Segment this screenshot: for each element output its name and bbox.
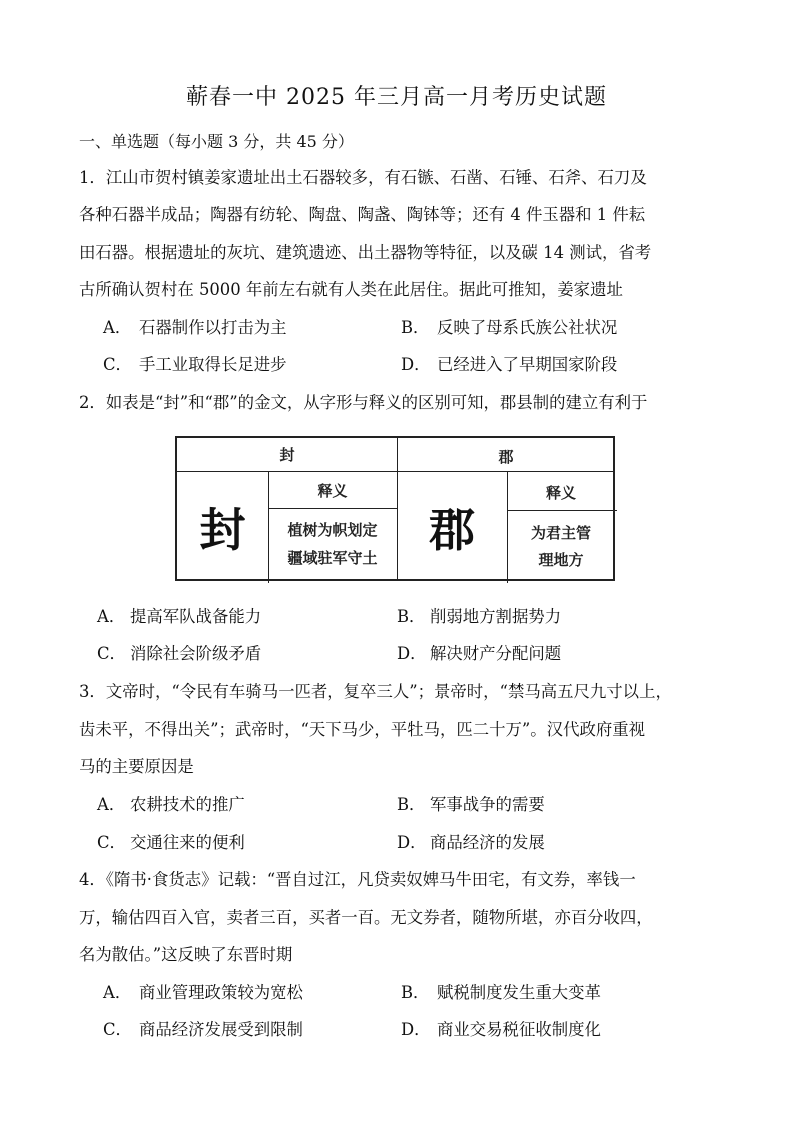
q4-option-d[interactable] bbox=[401, 1019, 601, 1041]
table-header-feng: 封 bbox=[279, 446, 295, 464]
option-letter: B． bbox=[401, 318, 430, 337]
q3-line-3: 马的主要原因是 bbox=[79, 757, 194, 776]
option-letter: A． bbox=[97, 795, 126, 814]
option-letter: B． bbox=[397, 795, 426, 814]
option-text: 商品经济的发展 bbox=[430, 833, 545, 852]
q3-option-c[interactable] bbox=[97, 832, 245, 854]
option-text: 石器制作以打击为主 bbox=[139, 318, 287, 337]
option-text: 军事战争的需要 bbox=[430, 795, 545, 814]
table-header-jun: 郡 bbox=[498, 448, 514, 466]
q1-line-1: 1．江山市贺村镇姜家遗址出土石器较多，有石镞、石凿、石锤、石斧、石刀及 bbox=[79, 168, 647, 187]
option-letter: D． bbox=[397, 833, 427, 852]
q1-line-2: 各种石器半成品；陶器有纺轮、陶盘、陶盏、陶钵等；还有 4 件玉器和 1 件耘 bbox=[79, 205, 646, 224]
option-letter: A． bbox=[97, 607, 126, 626]
q2-line-1: 2．如表是“封”和“郡”的金文，从字形与释义的区别可知，郡县制的建立有利于 bbox=[79, 393, 648, 412]
q3-option-b[interactable] bbox=[397, 794, 545, 816]
page-title: 蕲春一中 2025 年三月高一月考历史试题 bbox=[186, 85, 607, 110]
option-text: 削弱地方割据势力 bbox=[430, 607, 562, 626]
q4-line-1: 4．《隋书·食货志》记载：“晋自过江，凡贷卖奴婢马牛田宅，有文券，率钱一 bbox=[79, 870, 636, 889]
q4-option-b[interactable] bbox=[401, 982, 601, 1004]
q4-line-2: 万，输估四百入官，卖者三百，买者一百。无文券者，随物所堪，亦百分收四， bbox=[79, 908, 653, 927]
q3-line-2: 齿未平，不得出关”；武帝时，“天下马少，平牡马，匹二十万”。汉代政府重视 bbox=[79, 720, 646, 739]
option-letter: C． bbox=[103, 1020, 132, 1039]
option-letter: C． bbox=[103, 355, 132, 374]
q3-option-a[interactable] bbox=[97, 794, 245, 816]
q4-line-3: 名为散估。”这反映了东晋时期 bbox=[79, 945, 293, 964]
option-text: 农耕技术的推广 bbox=[130, 795, 245, 814]
q4-option-a[interactable] bbox=[103, 982, 303, 1004]
option-letter: C． bbox=[97, 833, 126, 852]
q1-option-a[interactable] bbox=[103, 317, 287, 339]
bronze-glyph-jun: 郡 bbox=[429, 503, 475, 557]
option-text: 赋税制度发生重大变革 bbox=[437, 983, 601, 1002]
option-letter: A． bbox=[103, 318, 132, 337]
option-text: 提高军队战备能力 bbox=[130, 607, 262, 626]
bronze-glyph-feng: 封 bbox=[199, 503, 246, 557]
option-letter: D． bbox=[401, 355, 431, 374]
option-text: 手工业取得长足进步 bbox=[139, 355, 287, 374]
q1-option-d[interactable] bbox=[401, 354, 617, 376]
option-letter: C． bbox=[97, 644, 126, 663]
meaning-feng-line-2: 疆域驻军守土 bbox=[287, 549, 378, 567]
q1-line-4: 古所确认贺村在 5000 年前左右就有人类在此居住。据此可推知，姜家遗址 bbox=[79, 280, 623, 299]
option-letter: D． bbox=[401, 1020, 431, 1039]
q2-option-b[interactable] bbox=[397, 606, 561, 628]
q2-option-c[interactable] bbox=[97, 643, 261, 665]
q1-option-b[interactable] bbox=[401, 317, 617, 339]
q3-line-1: 3．文帝时，“令民有车骑马一匹者，复卒三人”；景帝时，“禁马高五尺九寸以上， bbox=[79, 682, 672, 701]
q3-option-d[interactable] bbox=[397, 832, 545, 854]
q2-option-d[interactable] bbox=[397, 643, 561, 665]
option-letter: B． bbox=[401, 983, 430, 1002]
option-letter: D． bbox=[397, 644, 427, 663]
q2-option-a[interactable] bbox=[97, 606, 261, 628]
table-subheader-meaning-left: 释义 bbox=[317, 482, 348, 500]
q4-option-c[interactable] bbox=[103, 1019, 303, 1041]
option-text: 商品经济发展受到限制 bbox=[139, 1020, 303, 1039]
option-text: 已经进入了早期国家阶段 bbox=[437, 355, 618, 374]
table-subheader-meaning-right: 释义 bbox=[545, 484, 576, 502]
option-text: 反映了母系氏族公社状况 bbox=[437, 318, 618, 337]
q1-line-3: 田石器。根据遗址的灰坑、建筑遗迹、出土器物等特征，以及碳 14 测试，省考 bbox=[79, 243, 652, 262]
q1-option-c[interactable] bbox=[103, 354, 287, 376]
option-text: 消除社会阶级矛盾 bbox=[130, 644, 262, 663]
meaning-jun-line-2: 理地方 bbox=[538, 551, 584, 569]
meaning-feng-line-1: 植树为帜划定 bbox=[287, 521, 378, 539]
option-text: 商业交易税征收制度化 bbox=[437, 1020, 601, 1039]
meaning-jun-line-1: 为君主管 bbox=[530, 524, 591, 542]
section-heading: 一、单选题（每小题 3 分，共 45 分） bbox=[79, 132, 354, 151]
option-text: 商业管理政策较为宽松 bbox=[139, 983, 303, 1002]
option-text: 交通往来的便利 bbox=[130, 833, 245, 852]
option-text: 解决财产分配问题 bbox=[430, 644, 562, 663]
option-letter: A． bbox=[103, 983, 132, 1002]
option-letter: B． bbox=[397, 607, 426, 626]
character-table bbox=[175, 436, 615, 581]
